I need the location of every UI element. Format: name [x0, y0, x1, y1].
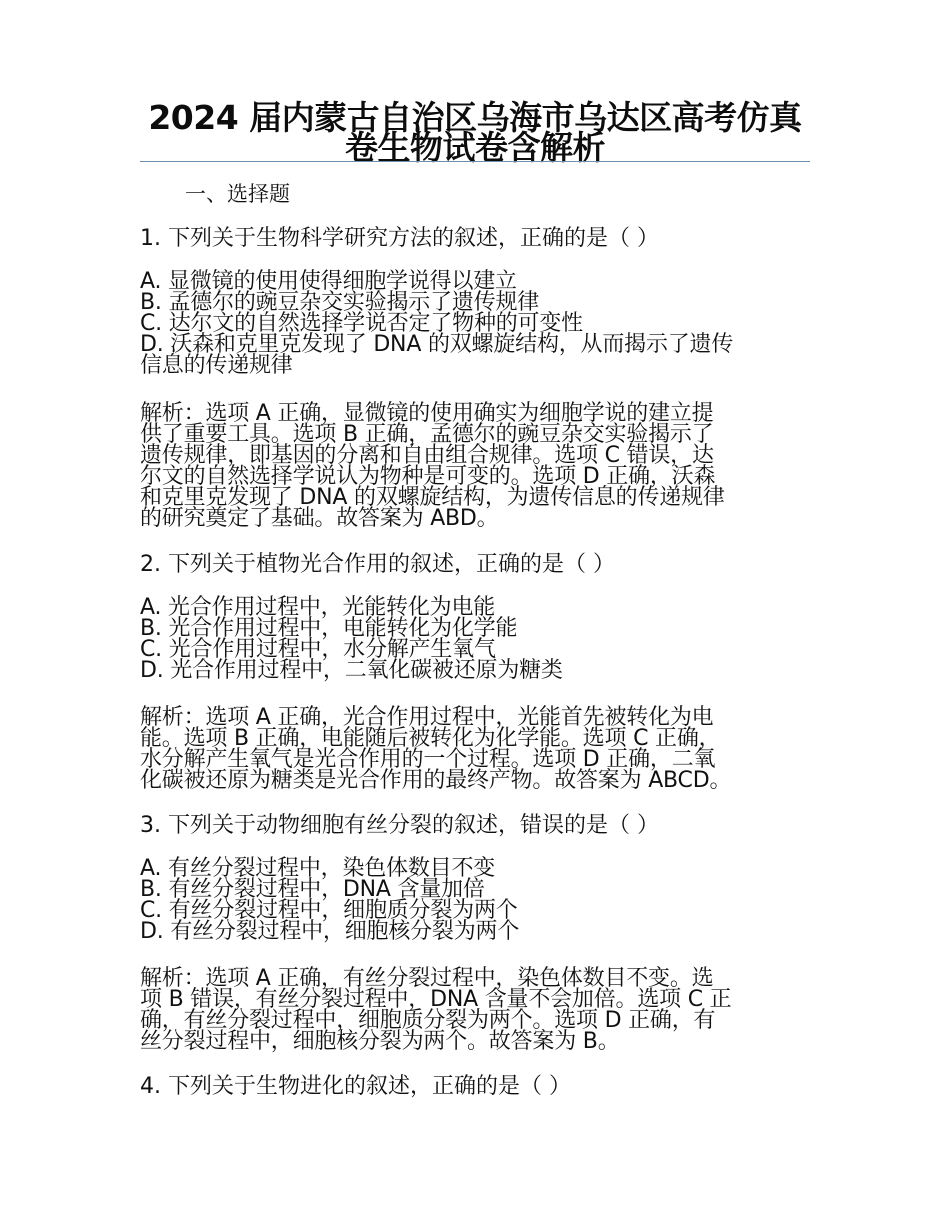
- question-3-option-b: B. 有丝分裂过程中，DNA 含量加倍: [140, 877, 485, 902]
- question-1-option-a: A. 显微镜的使用使得细胞学说得以建立: [140, 269, 517, 294]
- question-2-option-b: B. 光合作用过程中，电能转化为化学能: [140, 616, 518, 641]
- analysis-line: 化碳被还原为糖类是光合作用的最终产物。故答案为 ABCD。: [140, 768, 732, 793]
- question-1-option-c: C. 达尔文的自然选择学说否定了物种的可变性: [140, 311, 583, 336]
- title-underline: [140, 161, 810, 162]
- analysis-line: 丝分裂过程中，细胞核分裂为两个。故答案为 B。: [140, 1029, 620, 1054]
- analysis-line: 水分解产生氧气是光合作用的一个过程。选项 D 正确，二氧: [140, 747, 716, 772]
- question-1-analysis: [140, 403, 820, 529]
- question-3-stem: 3. 下列关于动物细胞有丝分裂的叙述，错误的是（ ）: [140, 813, 659, 838]
- document-title: 2024 届内蒙古自治区乌海市乌达区高考仿真卷生物试卷含解析: [148, 98, 802, 167]
- question-2-option-a: A. 光合作用过程中，光能转化为电能: [140, 595, 496, 620]
- question-3-analysis: [140, 968, 820, 1052]
- question-2-option-c: C. 光合作用过程中，水分解产生氧气: [140, 637, 496, 662]
- question-1-option-d: D. 沃森和克里克发现了 DNA 的双螺旋结构，从而揭示了遗传: [140, 332, 734, 357]
- question-4-stem: 4. 下列关于生物进化的叙述，正确的是（ ）: [140, 1074, 571, 1099]
- question-3-option-d: D. 有丝分裂过程中，细胞核分裂为两个: [140, 919, 520, 944]
- question-2-analysis: [140, 707, 820, 791]
- analysis-line: 和克里克发现了 DNA 的双螺旋结构，为遗传信息的传递规律: [140, 485, 725, 510]
- question-2-stem: 2. 下列关于植物光合作用的叙述，正确的是（ ）: [140, 552, 615, 577]
- analysis-line: 遗传规律，即基因的分离和自由组合规律。选项 C 错误，达: [140, 443, 714, 468]
- question-2-option-d: D. 光合作用过程中，二氧化碳被还原为糖类: [140, 658, 563, 683]
- section-heading: 一、选择题: [185, 182, 290, 206]
- analysis-line: 解析：选项 A 正确，有丝分裂过程中，染色体数目不变。选: [140, 966, 714, 991]
- analysis-line: 的研究奠定了基础。故答案为 ABD。: [140, 506, 499, 531]
- analysis-line: 供了重要工具。选项 B 正确，孟德尔的豌豆杂交实验揭示了: [140, 422, 714, 447]
- question-3-option-a: A. 有丝分裂过程中，染色体数目不变: [140, 856, 496, 881]
- question-1-stem: 1. 下列关于生物科学研究方法的叙述，正确的是（ ）: [140, 226, 659, 251]
- question-3-options: [140, 858, 820, 942]
- analysis-line: 尔文的自然选择学说认为物种是可变的。选项 D 正确，沃森: [140, 464, 716, 489]
- question-1-option-b: B. 孟德尔的豌豆杂交实验揭示了遗传规律: [140, 290, 540, 315]
- question-3-option-c: C. 有丝分裂过程中，细胞质分裂为两个: [140, 898, 518, 923]
- analysis-line: 解析：选项 A 正确，显微镜的使用确实为细胞学说的建立提: [140, 401, 714, 426]
- question-2-options: [140, 597, 820, 681]
- analysis-line: 能。选项 B 正确，电能随后被转化为化学能。选项 C 正确，: [140, 726, 721, 751]
- analysis-line: 解析：选项 A 正确，光合作用过程中，光能首先被转化为电: [140, 705, 714, 730]
- question-1-option-d-cont: 信息的传递规律: [140, 353, 293, 378]
- question-1-options: [140, 271, 820, 376]
- analysis-line: 项 B 错误，有丝分裂过程中，DNA 含量不会加倍。选项 C 正: [140, 987, 732, 1012]
- analysis-line: 确，有丝分裂过程中，细胞质分裂为两个。选项 D 正确，有: [140, 1008, 716, 1033]
